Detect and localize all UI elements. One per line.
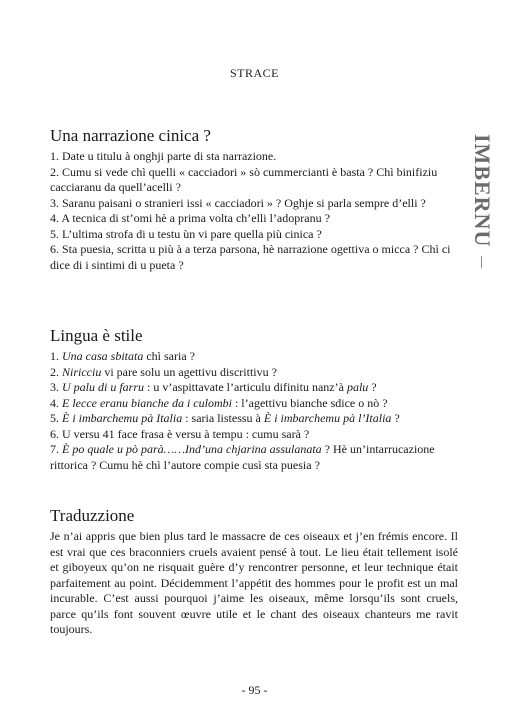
side-tab bbox=[467, 128, 497, 266]
question-item: 6. Sta puesia, scritta u più à a terza parsona, hè narrazione ogettiva o micca ? Chì ci dice di i sintimi di u pueta ? bbox=[50, 242, 451, 272]
question-item: 3. U palu di u farru : u v’aspittavate l’articulu difinitu nanz’à palu ? bbox=[50, 380, 377, 394]
section-title: Una narrazione cinica ? bbox=[50, 126, 211, 145]
question-item: 7. È po quale u pò parà……Ind’una chjarina assulanata ? Hè un’intarrucazione rittorica ? Cumu hè chì l’autore compie cusì sta puesia ? bbox=[50, 442, 435, 472]
question-item: 1. Una casa sbitata chì saria ? bbox=[50, 349, 195, 363]
page-number: - 95 - bbox=[241, 683, 268, 697]
question-item: 2. Cumu si vede chì quelli « cacciadori » sò cummercianti è basta ? Chì binifiziu cacciaranu da quell’acelli ? bbox=[50, 164, 438, 194]
section-traduzzione bbox=[50, 506, 458, 638]
section-title: Traduzzione bbox=[50, 506, 135, 525]
section-narrazione bbox=[50, 126, 458, 273]
question-list bbox=[50, 349, 458, 473]
translation-paragraph: Je n’ai appris que bien plus tard le massacre de ces oiseaux et j’en frémis encore. Il est vrai que ces braconniers cruels avaient pensé à tout. Le lieu était tellement isolé et giboyeux qu’on ne risquait guère d’y rencontrer personne, et leur technique était parfaitement au point. Décidemment l’appétit des hommes pour le profit est un mal incurable. C’est aussi pourquoi j’aime les oiseaux, même lorsqu’ils sont cruels, parce qu’ils font souvent œuvre utile et le chant des oiseaux chanteurs me ravit toujours. bbox=[50, 529, 458, 636]
question-item: 2. Niricciu vi pare solu un agettivu discrittivu ? bbox=[50, 364, 277, 379]
side-tab-label: IMBERNU bbox=[470, 134, 495, 248]
side-tab-rule bbox=[481, 256, 482, 268]
section-title: Lingua è stile bbox=[50, 326, 143, 345]
question-item: 6. U versu 41 face frasa è versu à tempu : cumu sarà ? bbox=[50, 426, 310, 441]
question-item: 3. Saranu paisani o stranieri issi « cacciadori » ? Oghje si parla sempre d’elli ? bbox=[50, 195, 426, 210]
question-item: 5. L’ultima strofa di u testu ùn vi pare quella più cinica ? bbox=[50, 226, 322, 241]
running-header: STRACE bbox=[229, 66, 279, 80]
section-lingua bbox=[50, 326, 458, 473]
question-item: 4. E lecce eranu bianche da i culombi : l’agettivu bianche sdice o nò ? bbox=[50, 395, 388, 410]
question-item: 1. Date u titulu à onghji parte di sta narrazione. bbox=[50, 149, 277, 163]
question-list bbox=[50, 149, 458, 273]
question-item: 4. A tecnica di st’omi hè a prima volta ch’elli l’adopranu ? bbox=[50, 211, 330, 225]
question-item: 5. È i imbarchemu pà Italia : saria listessu à È i imbarchemu pà l’Italia ? bbox=[50, 411, 400, 425]
